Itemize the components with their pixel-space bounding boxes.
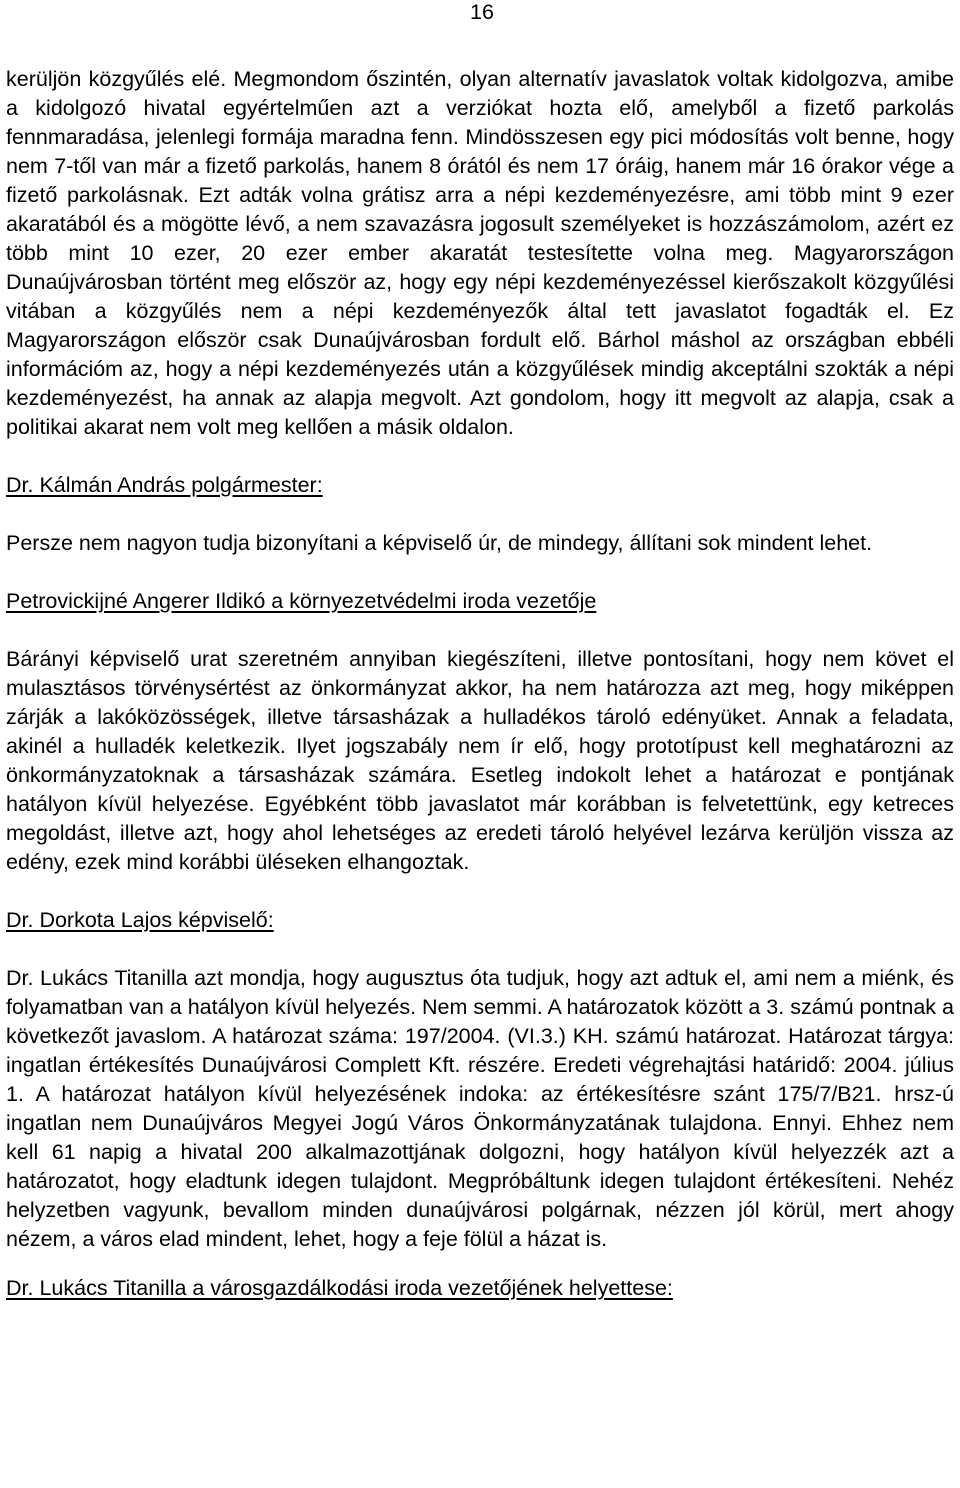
paragraph-dorkota-resolution: Dr. Lukács Titanilla azt mondja, hogy augusztus óta tudjuk, hogy azt adtuk el, ami nem a miénk, és folyamatban van a hatályon kívül helyezés. Nem semmi. A határozatok között a 3. számú pontnak a következőt javaslom. A határozat száma: 197/2004. (VI.3.) KH. számú határozat. Határozat tárgya: ingatlan értékesítés Dunaújvárosi Complett Kft. részére. Eredeti végrehajtási határidő: 2004. július 1. A határozat hatályon kívül helyezésének indoka: az értékesítésre szánt 175/7/B21. hrsz-ú ingatlan nem Dunaújváros Megyei Jogú Város Önkormányzatának tulajdona. Ennyi. Ehhez nem kell 61 napig a hivatal 200 alkalmazottjának dolgozni, hogy hatályon kívül helyezzék azt a határozatot, hogy eladtunk idegen tulajdont. Megpróbáltunk idegen tulajdont értékesíteni. Nehéz helyzetben vagyunk, bevallom minden dunaújvárosi polgárnak, nézzen jól körül, mert ahogy nézem, a város elad mindent, lehet, hogy a feje fölül a házat is.	[6, 966, 954, 1251]
paragraph-waste-containers: Bárányi képviselő urat szeretném annyiban kiegészíteni, illetve pontosítani, hogy nem követ el mulasztásos törvénysértést az önkormányzat akkor, ha nem határozza azt meg, hogy miképpen zárják a lakóközösségek, illetve társasházak a hulladékos tároló edényüket. Annak a feladata, akinél a hulladék keletkezik. Ilyet jogszabály nem ír elő, hogy prototípust kell meghatározni az önkormányzatoknak a társasházak számára. Esetleg indokolt lehet a határozat e pontjának hatályon kívül helyezése. Egyébként több javaslatot már korábban is felvetettünk, egy ketreces megoldást, illetve azt, hogy ahol lehetséges az eredeti tároló helyével lezárva kerüljön vissza az edény, ezek mind korábbi üléseken elhangoztak.	[6, 647, 954, 874]
paragraph-kalman-reply: Persze nem nagyon tudja bizonyítani a képviselő úr, de mindegy, állítani sok mindent lehet.	[6, 531, 873, 555]
page-number: 16	[470, 0, 494, 24]
speaker-heading-dorkota: Dr. Dorkota Lajos képviselő:	[6, 908, 274, 932]
speaker-heading-petrovickijne: Petrovickijné Angerer Ildikó a környezetvédelmi iroda vezetője	[6, 589, 597, 613]
speaker-heading-lukacs: Dr. Lukács Titanilla a városgazdálkodási iroda vezetőjének helyettese:	[6, 1276, 673, 1300]
speaker-heading-kalman: Dr. Kálmán András polgármester:	[6, 473, 323, 497]
paragraph-parking-initiative: kerüljön közgyűlés elé. Megmondom őszintén, olyan alternatív javaslatok voltak kidolgozva, amibe a kidolgozó hivatal egyértelműen azt a verziókat hozta elő, amelyből a fizető parkolás fennmaradása, jelenlegi formája maradna fenn. Mindösszesen egy pici módosítás volt benne, hogy nem 7-től van már a fizető parkolás, hanem 8 órától és nem 17 óráig, hanem már 16 órakor vége a fizető parkolásnak. Ezt adták volna grátisz arra a népi kezdeményezésre, ami több mint 9 ezer akaratából és a mögötte lévő, a nem szavazásra jogosult személyeket is hozzászámolom, azért ez több mint 10 ezer, 20 ezer ember akaratát testesítette volna meg. Magyarországon Dunaújvárosban történt meg először az, hogy egy népi kezdeményezéssel kierőszakolt közgyűlési vitában a közgyűlés nem a népi kezdeményezők által tett javaslatot fogadták el. Ez Magyarországon először csak Dunaújvárosban fordult elő. Bárhol máshol az országban ebbéli információm az, hogy a népi kezdeményezés után a közgyűlések mindig akceptálni szokták a népi kezdeményezést, ha annak az alapja megvolt. Azt gondolom, hogy itt megvolt az alapja, csak a politikai akarat nem volt meg kellően a másik oldalon.	[6, 67, 954, 439]
document-body	[6, 65, 954, 1303]
